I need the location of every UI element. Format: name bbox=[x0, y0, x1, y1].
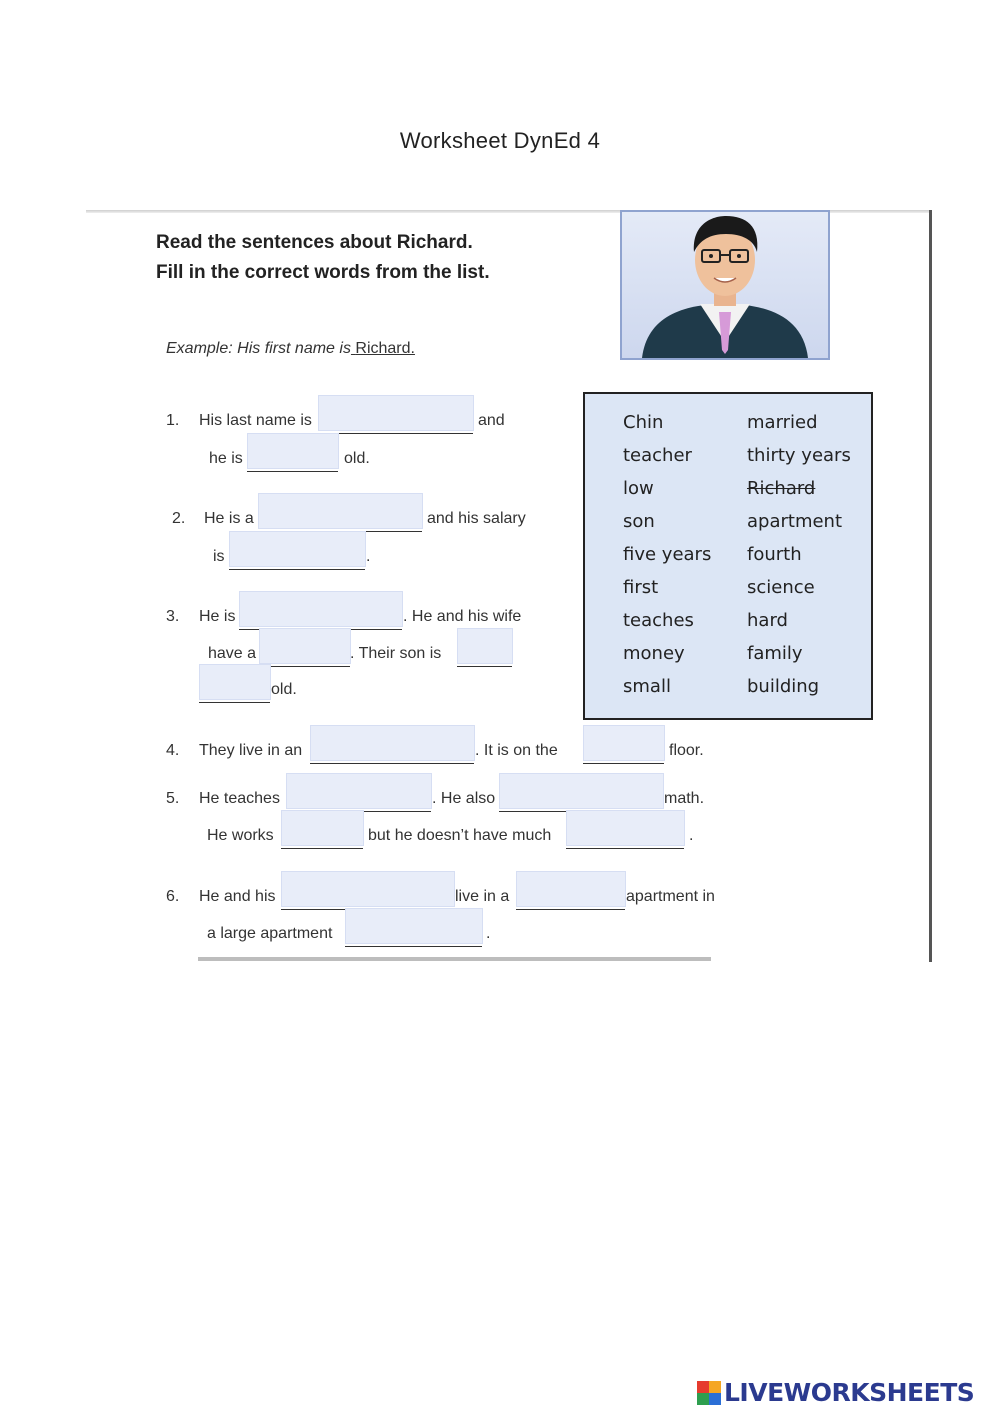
answer-input-q5-also[interactable] bbox=[499, 773, 664, 809]
question-number: 1. bbox=[166, 412, 180, 429]
answer-input-q3-child[interactable] bbox=[259, 628, 351, 664]
word-item: low bbox=[623, 478, 654, 499]
example-prefix: Example: His first name is bbox=[166, 340, 351, 357]
answer-input-q1-last-name[interactable] bbox=[318, 395, 474, 431]
question-text: He teaches bbox=[199, 790, 280, 807]
word-item: thirty years bbox=[747, 445, 851, 466]
question-text: He is a bbox=[204, 510, 254, 527]
answer-input-q6-building[interactable] bbox=[345, 908, 483, 944]
question-text: but he doesn’t have much bbox=[368, 827, 552, 844]
answer-input-q5-works[interactable] bbox=[281, 810, 364, 846]
word-item-crossed-out: Richard bbox=[747, 478, 816, 499]
question-text: . bbox=[486, 925, 491, 942]
question-text: They live in an bbox=[199, 742, 303, 759]
question-text: . bbox=[689, 827, 694, 844]
answer-input-q6-size[interactable] bbox=[516, 871, 626, 907]
word-item: Chin bbox=[623, 412, 664, 433]
question-text: math. bbox=[664, 790, 705, 807]
answer-input-q4-home[interactable] bbox=[310, 725, 475, 761]
answer-input-q6-family[interactable] bbox=[281, 871, 455, 907]
answer-input-q3-status[interactable] bbox=[239, 591, 403, 627]
word-item: money bbox=[623, 643, 685, 664]
question-text: a large apartment bbox=[207, 925, 333, 942]
liveworksheets-logo-icon bbox=[697, 1381, 721, 1405]
sheet-bottom-border bbox=[198, 957, 711, 961]
question-text: He is bbox=[199, 608, 236, 625]
question-text: His last name is bbox=[199, 412, 312, 429]
question-text: . He also bbox=[432, 790, 496, 807]
question-text: . He and his wife bbox=[403, 608, 522, 625]
question-text: he is bbox=[209, 450, 243, 467]
question-text: . Their son is bbox=[350, 645, 442, 662]
instruction-line-2: Fill in the correct words from the list. bbox=[156, 262, 490, 283]
word-item: family bbox=[747, 643, 803, 664]
answer-input-q2-salary[interactable] bbox=[229, 531, 366, 567]
example-sentence bbox=[166, 340, 415, 358]
word-item: married bbox=[747, 412, 818, 433]
richard-photo bbox=[620, 210, 830, 360]
page-title: Worksheet DynEd 4 bbox=[399, 128, 601, 153]
question-text: old. bbox=[271, 681, 297, 698]
word-item: teacher bbox=[623, 445, 692, 466]
answer-input-q5-subject[interactable] bbox=[286, 773, 432, 809]
answer-input-q2-job[interactable] bbox=[258, 493, 423, 529]
word-item: five years bbox=[623, 544, 712, 565]
answer-input-q3-son-age-cont[interactable] bbox=[199, 664, 271, 700]
question-number: 3. bbox=[166, 608, 180, 625]
word-item: small bbox=[623, 676, 671, 697]
answer-input-q5-much[interactable] bbox=[566, 810, 685, 846]
question-number: 2. bbox=[172, 510, 186, 527]
question-text: . bbox=[366, 548, 371, 565]
answer-input-q3-son-age[interactable] bbox=[457, 628, 513, 664]
question-text: He works bbox=[207, 827, 274, 844]
question-text: apartment in bbox=[626, 888, 715, 905]
question-text: . It is on the bbox=[475, 742, 558, 759]
question-number: 4. bbox=[166, 742, 180, 759]
question-text: floor. bbox=[669, 742, 704, 759]
question-text: and his salary bbox=[427, 510, 526, 527]
word-item: fourth bbox=[747, 544, 802, 565]
question-text: is bbox=[213, 548, 225, 565]
instruction-line-1: Read the sentences about Richard. bbox=[156, 232, 473, 253]
question-number: 5. bbox=[166, 790, 180, 807]
word-list-box bbox=[583, 392, 873, 720]
liveworksheets-logo bbox=[697, 1378, 974, 1407]
question-text: old. bbox=[344, 450, 370, 467]
word-item: apartment bbox=[747, 511, 843, 532]
question-number: 6. bbox=[166, 888, 180, 905]
word-item: son bbox=[623, 511, 655, 532]
word-item: first bbox=[623, 577, 659, 598]
question-text: live in a bbox=[455, 888, 510, 905]
question-text: and bbox=[478, 412, 505, 429]
word-item: building bbox=[747, 676, 820, 697]
answer-input-q1-age[interactable] bbox=[247, 433, 339, 469]
example-answer: Richard. bbox=[355, 340, 415, 357]
word-item: hard bbox=[747, 610, 788, 631]
question-text: have a bbox=[208, 645, 257, 662]
logo-text: LIVEWORKSHEETS bbox=[724, 1378, 975, 1407]
question-text: He and his bbox=[199, 888, 276, 905]
sheet-right-border bbox=[929, 210, 932, 962]
answer-input-q4-floor[interactable] bbox=[583, 725, 665, 761]
word-item: science bbox=[747, 577, 815, 598]
word-item: teaches bbox=[623, 610, 694, 631]
person-illustration bbox=[622, 212, 828, 358]
